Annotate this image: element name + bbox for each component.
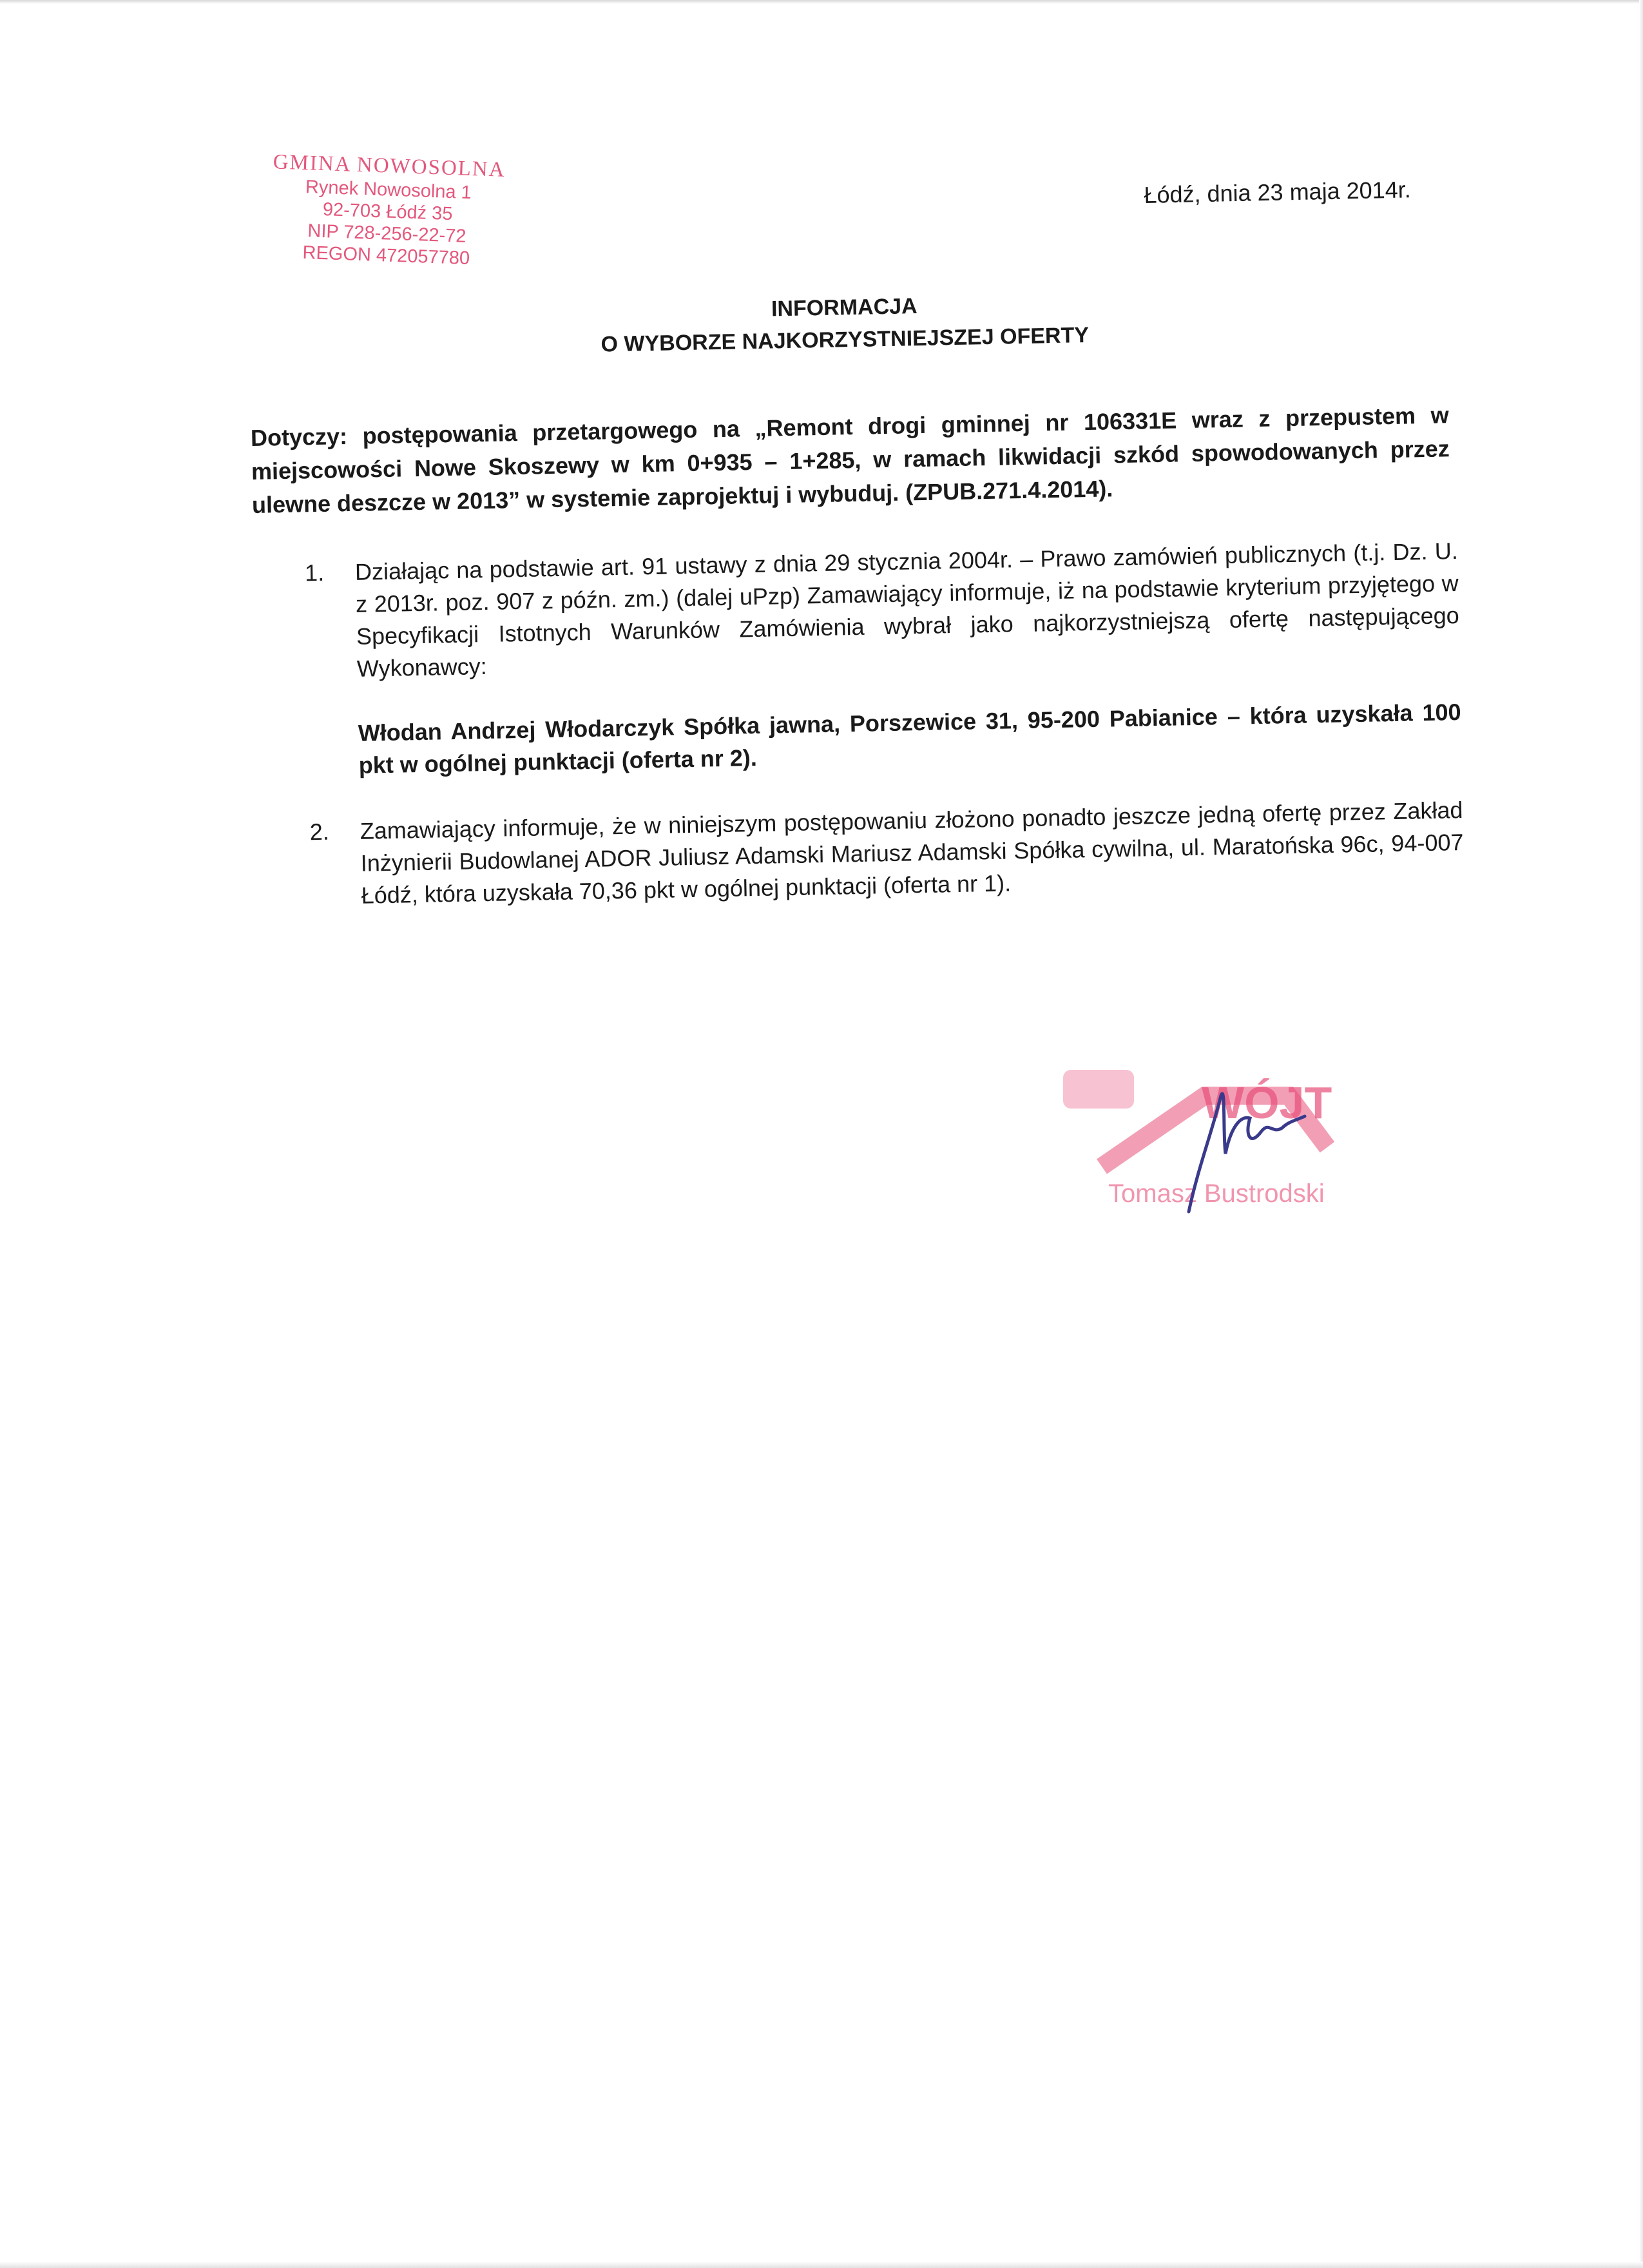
numbered-list (253, 535, 1465, 914)
stamp-title: GMINA NOWOSOLNA (273, 150, 506, 182)
list-item-number: 1. (304, 559, 325, 586)
document-date: Łódź, dnia 23 maja 2014r. (1144, 176, 1412, 208)
stamp-postal: 92-703 Łódź 35 (322, 199, 453, 225)
list-item-body (360, 794, 1465, 912)
scan-edge-right (1639, 0, 1643, 2268)
document-body (248, 280, 1472, 947)
stamp-top-text: WÓJT (1202, 1078, 1332, 1128)
scan-edge-bottom (0, 2262, 1643, 2268)
list-item (309, 794, 1465, 913)
municipality-stamp (244, 148, 532, 271)
stamp-nip: NIP 728-256-22-72 (307, 220, 467, 247)
list-item-text: Działając na podstawie art. 91 ustawy z dnia 29 stycznia 2004r. – Prawo zamówień publicznych (t.j. Dz. U. z 2013r. poz. 907 z późn. zm.) (dalej uPzp) Zamawiający informuje, iż na podstawie kryterium przyjętego w Specyfikacji Istotnych Warunków Zamówienia wybrał jako najkorzystniejszą ofertę następującego Wykonawcy: (354, 538, 1460, 682)
subject-paragraph: Dotyczy: postępowania przetargowego na „Remont drogi gminnej nr 106331E wraz z przepustem w miejscowości Nowe Skoszewy w km 0+935 – 1+285, w ramach likwidacji szkód spowodowanych przez ulewne deszcze w 2013” w systemie zaprojektuj i wybuduj. (ZPUB.271.4.2014). (250, 402, 1450, 518)
stamp-bottom-text: Tomasz Bustrodski (1108, 1179, 1325, 1208)
title-line-2: O WYBORZE NAJKORZYSTNIEJSZEJ OFERTY (601, 322, 1090, 357)
selected-contractor: Włodan Andrzej Włodarczyk Spółka jawna, Porszewice 31, 95-200 Pabianice – która uzyskała 100 pkt w ogólnej punktacji (oferta nr 2). (358, 698, 1461, 779)
stamp-address: Rynek Nowosolna 1 (305, 177, 472, 204)
stamp-regon: REGON 472057780 (302, 242, 470, 269)
signature-stamp-graphic (1057, 1057, 1366, 1225)
list-item-number: 2. (309, 818, 330, 846)
stamp-smudge (1063, 1070, 1134, 1109)
signature-stamp (1057, 1057, 1366, 1225)
document-title (248, 280, 1441, 367)
list-item (305, 535, 1462, 782)
list-item-text: Zamawiający informuje, że w niniejszym postępowaniu złożono ponadto jeszcze jedną ofertę przez Zakład Inżynierii Budowlanej ADOR Juliusz Adamski Mariusz Adamski Spółka cywilna, ul. Maratońska 96c, 94-007 Łódź, która uzyskała 70,36 pkt w ogólnej punktacji (oferta nr 1). (360, 796, 1464, 909)
scan-edge-top (0, 0, 1643, 4)
list-item-body (355, 535, 1462, 782)
title-line-1: INFORMACJA (771, 294, 918, 322)
